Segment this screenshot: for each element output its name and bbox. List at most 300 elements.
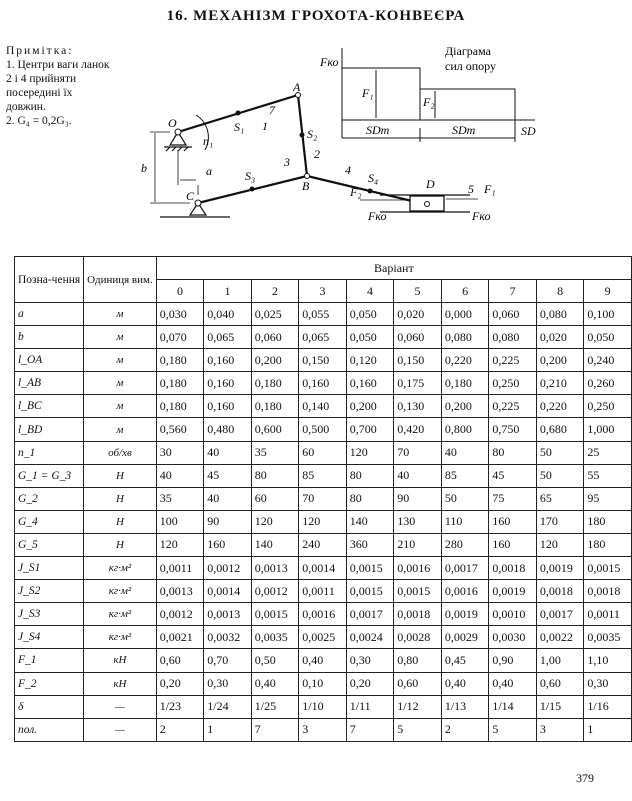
value-cell: 0,0035 [584,626,632,649]
value-cell: 0,0015 [346,580,394,603]
value-cell: 0,200 [441,395,489,418]
value-cell: 80 [346,464,394,487]
value-cell: 0,600 [251,418,299,441]
force-diagram [319,44,536,142]
value-cell: 0,0022 [536,626,584,649]
value-cell: 0,100 [584,303,632,326]
value-cell: 120 [251,510,299,533]
svg-text:сил опору: сил опору [445,59,496,73]
value-cell: 7 [251,718,299,741]
value-cell: 5 [394,718,442,741]
table-row [15,533,632,556]
param-cell: b [15,326,84,349]
note-header: Примітка: [6,45,74,57]
svg-text:Діаграма: Діаграма [445,44,491,58]
param-cell: δ [15,695,84,718]
value-cell: 60 [251,487,299,510]
value-cell: 0,250 [489,372,537,395]
variant-number: 7 [489,280,537,303]
unit-cell: кг·м² [84,626,157,649]
value-cell: 80 [489,441,537,464]
svg-text:4: 4 [345,163,351,177]
svg-text:Fко: Fко [472,209,491,223]
variant-number: 2 [251,280,299,303]
value-cell: 0,0016 [394,557,442,580]
param-cell: n_1 [15,441,84,464]
svg-text:S₄: S₄ [368,171,379,185]
value-cell: 0,0018 [536,580,584,603]
value-cell: 90 [204,510,252,533]
header-variant: Варіант [156,257,631,280]
unit-cell: м [84,349,157,372]
value-cell: 0,20 [346,672,394,695]
value-cell: 2 [156,718,204,741]
value-cell: 0,0011 [299,580,347,603]
svg-text:3: 3 [284,155,290,169]
value-cell: 0,065 [204,326,252,349]
value-cell: 3 [299,718,347,741]
value-cell: 60 [299,441,347,464]
value-cell: 75 [489,487,537,510]
unit-cell: м [84,395,157,418]
value-cell: 30 [156,441,204,464]
value-cell: 0,060 [394,326,442,349]
unit-cell: Н [84,510,157,533]
note-line: довжин. [6,101,46,113]
linkage-links [178,95,412,203]
svg-text:a: a [206,164,212,178]
value-cell: 0,0015 [584,557,632,580]
value-cell: 80 [346,487,394,510]
value-cell: 1/10 [299,695,347,718]
value-cell: 0,70 [204,649,252,672]
param-cell: G_1 = G_3 [15,464,84,487]
param-cell: l_OA [15,349,84,372]
value-cell: 1,000 [584,418,632,441]
value-cell: 0,40 [489,672,537,695]
param-cell: G_4 [15,510,84,533]
value-cell: 1/12 [394,695,442,718]
unit-cell: об/хв [84,441,157,464]
value-cell: 0,030 [156,303,204,326]
mechanism-diagram [0,30,632,245]
value-cell: 0,0030 [489,626,537,649]
value-cell: 0,175 [394,372,442,395]
value-cell: 0,080 [441,326,489,349]
value-cell: 0,0017 [441,557,489,580]
value-cell: 0,0013 [251,557,299,580]
value-cell: 100 [156,510,204,533]
value-cell: 0,90 [489,649,537,672]
value-cell: 0,080 [536,303,584,326]
value-cell: 1 [204,718,252,741]
value-cell: 0,800 [441,418,489,441]
svg-text:2: 2 [314,147,320,161]
value-cell: 0,120 [346,349,394,372]
value-cell: 0,680 [536,418,584,441]
value-cell: 0,210 [536,372,584,395]
svg-text:Fко: Fко [320,55,339,69]
value-cell: 0,0012 [204,557,252,580]
svg-text:SDm: SDm [452,123,476,137]
value-cell: 0,020 [394,303,442,326]
variant-number: 3 [299,280,347,303]
value-cell: 0,050 [346,303,394,326]
value-cell: 0,0019 [489,580,537,603]
value-cell: 0,0013 [204,603,252,626]
value-cell: 0,200 [536,349,584,372]
table-row [15,672,632,695]
value-cell: 0,150 [394,349,442,372]
value-cell: 0,0016 [299,603,347,626]
value-cell: 65 [536,487,584,510]
variants-table [14,256,632,742]
value-cell: 0,0024 [346,626,394,649]
value-cell: 1/11 [346,695,394,718]
value-cell: 160 [204,533,252,556]
value-cell: 0,30 [204,672,252,695]
value-cell: 140 [346,510,394,533]
value-cell: 1/23 [156,695,204,718]
value-cell: 5 [489,718,537,741]
unit-cell: Н [84,487,157,510]
value-cell: 130 [394,510,442,533]
value-cell: 0,0018 [394,603,442,626]
value-cell: 110 [441,510,489,533]
svg-text:O: O [168,116,177,130]
value-cell: 140 [251,533,299,556]
param-cell: J_S2 [15,580,84,603]
svg-text:C: C [186,189,195,203]
svg-text:F₁: F₁ [362,86,374,100]
unit-cell: Н [84,464,157,487]
value-cell: 0,80 [394,649,442,672]
value-cell: 0,220 [536,395,584,418]
value-cell: 0,180 [251,372,299,395]
value-cell: 0,480 [204,418,252,441]
value-cell: 0,40 [441,672,489,695]
header-param: Позна-чення [15,257,84,303]
value-cell: 0,60 [536,672,584,695]
value-cell: 240 [299,533,347,556]
unit-cell: м [84,303,157,326]
value-cell: 0,0032 [204,626,252,649]
value-cell: 0,240 [584,349,632,372]
value-cell: 0,0035 [251,626,299,649]
value-cell: 0,0025 [299,626,347,649]
svg-text:D: D [426,177,435,191]
value-cell: 95 [584,487,632,510]
value-cell: 0,200 [346,395,394,418]
value-cell: 40 [156,464,204,487]
table-row [15,695,632,718]
value-cell: 0,700 [346,418,394,441]
value-cell: 1/24 [204,695,252,718]
value-cell: 70 [299,487,347,510]
unit-cell: кг·м² [84,580,157,603]
svg-text:Fко: Fко [368,209,387,223]
value-cell: 0,080 [489,326,537,349]
value-cell: 0,020 [536,326,584,349]
value-cell: 0,160 [204,349,252,372]
value-cell: 0,0016 [441,580,489,603]
table-row [15,626,632,649]
variant-number: 5 [394,280,442,303]
value-cell: 25 [584,441,632,464]
svg-text:S₃: S₃ [245,169,256,183]
table-row [15,418,632,441]
value-cell: 50 [536,464,584,487]
param-cell: l_BD [15,418,84,441]
value-cell: 0,250 [584,395,632,418]
value-cell: 0,065 [299,326,347,349]
value-cell: 0,0015 [346,557,394,580]
param-cell: G_5 [15,533,84,556]
value-cell: 120 [346,441,394,464]
value-cell: 120 [536,533,584,556]
value-cell: 0,220 [441,349,489,372]
value-cell: 0,0029 [441,626,489,649]
table-row [15,580,632,603]
value-cell: 0,60 [156,649,204,672]
value-cell: 0,200 [251,349,299,372]
variant-number: 6 [441,280,489,303]
value-cell: 0,500 [299,418,347,441]
param-cell: a [15,303,84,326]
value-cell: 360 [346,533,394,556]
unit-cell: Н [84,533,157,556]
svg-text:SDm: SDm [366,123,390,137]
table-row [15,649,632,672]
note-line: посередині їх [6,87,73,99]
note-line: 2. G₄ = 0,2G₃. [6,115,72,127]
svg-text:S₁: S₁ [234,120,245,134]
value-cell: 0,0012 [251,580,299,603]
value-cell: 0,180 [441,372,489,395]
value-cell: 280 [441,533,489,556]
param-cell: J_S1 [15,557,84,580]
svg-text:1: 1 [262,119,268,133]
value-cell: 1/16 [584,695,632,718]
value-cell: 0,160 [299,372,347,395]
value-cell: 0,025 [251,303,299,326]
value-cell: 0,0019 [441,603,489,626]
value-cell: 1/15 [536,695,584,718]
value-cell: 85 [299,464,347,487]
value-cell: 0,0017 [536,603,584,626]
unit-cell: кН [84,649,157,672]
value-cell: 40 [204,487,252,510]
unit-cell: кг·м² [84,557,157,580]
svg-text:5: 5 [468,182,474,196]
param-cell: пол. [15,718,84,741]
table-row [15,349,632,372]
svg-text:7: 7 [269,103,275,117]
value-cell: 0,000 [441,303,489,326]
page-number: 379 [576,771,594,785]
value-cell: 0,0028 [394,626,442,649]
value-cell: 0,180 [156,349,204,372]
table-row [15,557,632,580]
value-cell: 0,10 [299,672,347,695]
value-cell: 0,0012 [156,603,204,626]
value-cell: 1/14 [489,695,537,718]
value-cell: 0,260 [584,372,632,395]
svg-text:F₂: F₂ [350,185,362,199]
value-cell: 45 [489,464,537,487]
value-cell: 120 [299,510,347,533]
value-cell: 0,0011 [584,603,632,626]
value-cell: 35 [251,441,299,464]
value-cell: 0,750 [489,418,537,441]
value-cell: 0,30 [346,649,394,672]
table-row [15,395,632,418]
svg-text:SD: SD [521,124,536,138]
value-cell: 0,160 [346,372,394,395]
unit-cell: — [84,718,157,741]
value-cell: 0,040 [204,303,252,326]
value-cell: 0,180 [251,395,299,418]
value-cell: 210 [394,533,442,556]
unit-cell: м [84,326,157,349]
value-cell: 0,150 [299,349,347,372]
value-cell: 0,420 [394,418,442,441]
param-cell: F_1 [15,649,84,672]
value-cell: 3 [536,718,584,741]
value-cell: 120 [156,533,204,556]
value-cell: 0,0014 [204,580,252,603]
value-cell: 160 [489,510,537,533]
table-row [15,303,632,326]
value-cell: 40 [394,464,442,487]
table-row [15,372,632,395]
unit-cell: м [84,372,157,395]
page-title: 16. МЕХАНІЗМ ГРОХОТА-КОНВЕЄРА [166,8,466,24]
svg-text:b: b [141,161,147,175]
table-row [15,603,632,626]
value-cell: 180 [584,510,632,533]
value-cell: 0,225 [489,395,537,418]
value-cell: 0,050 [584,326,632,349]
table-row [15,718,632,741]
svg-text:F₁: F₁ [484,182,496,196]
value-cell: 0,0011 [156,557,204,580]
unit-cell: — [84,695,157,718]
header-unit: Одиниця вим. [84,257,157,303]
param-cell: l_AB [15,372,84,395]
unit-cell: кг·м² [84,603,157,626]
value-cell: 0,060 [251,326,299,349]
value-cell: 0,30 [584,672,632,695]
variant-number: 1 [204,280,252,303]
value-cell: 0,45 [441,649,489,672]
value-cell: 80 [251,464,299,487]
value-cell: 0,0010 [489,603,537,626]
unit-cell: кН [84,672,157,695]
param-cell: l_BC [15,395,84,418]
value-cell: 0,070 [156,326,204,349]
value-cell: 0,140 [299,395,347,418]
value-cell: 0,0015 [394,580,442,603]
value-cell: 0,0017 [346,603,394,626]
value-cell: 50 [441,487,489,510]
value-cell: 35 [156,487,204,510]
table-row [15,464,632,487]
value-cell: 0,50 [251,649,299,672]
table-row [15,510,632,533]
table-row [15,441,632,464]
variant-number: 9 [584,280,632,303]
value-cell: 55 [584,464,632,487]
value-cell: 160 [489,533,537,556]
value-cell: 0,180 [156,395,204,418]
value-cell: 0,20 [156,672,204,695]
value-cell: 0,055 [299,303,347,326]
value-cell: 0,0018 [584,580,632,603]
param-cell: J_S3 [15,603,84,626]
table-row [15,487,632,510]
value-cell: 0,560 [156,418,204,441]
svg-text:S₂: S₂ [307,127,318,141]
value-cell: 0,0015 [251,603,299,626]
value-cell: 85 [441,464,489,487]
value-cell: 50 [536,441,584,464]
value-cell: 0,160 [204,372,252,395]
value-cell: 1/25 [251,695,299,718]
value-cell: 2 [441,718,489,741]
svg-text:A: A [293,80,301,94]
svg-text:n₁: n₁ [203,134,214,148]
note-line: 2 і 4 прийняти [6,73,77,85]
note-line: 1. Центри ваги ланок [6,59,110,71]
value-cell: 1/13 [441,695,489,718]
value-cell: 0,060 [489,303,537,326]
value-cell: 1,10 [584,649,632,672]
value-cell: 0,40 [251,672,299,695]
value-cell: 0,40 [299,649,347,672]
value-cell: 0,0013 [156,580,204,603]
value-cell: 0,60 [394,672,442,695]
value-cell: 0,0019 [536,557,584,580]
variant-number: 0 [156,280,204,303]
value-cell: 0,225 [489,349,537,372]
value-cell: 40 [441,441,489,464]
value-cell: 40 [204,441,252,464]
param-cell: J_S4 [15,626,84,649]
value-cell: 90 [394,487,442,510]
variant-number: 8 [536,280,584,303]
value-cell: 70 [394,441,442,464]
value-cell: 0,130 [394,395,442,418]
table-row [15,326,632,349]
unit-cell: м [84,418,157,441]
value-cell: 1 [584,718,632,741]
value-cell: 180 [584,533,632,556]
value-cell: 0,0018 [489,557,537,580]
value-cell: 0,160 [204,395,252,418]
param-cell: F_2 [15,672,84,695]
dimension-lines [150,132,478,203]
variant-number: 4 [346,280,394,303]
value-cell: 170 [536,510,584,533]
value-cell: 1,00 [536,649,584,672]
svg-text:F₂: F₂ [423,95,435,109]
value-cell: 45 [204,464,252,487]
value-cell: 0,0014 [299,557,347,580]
value-cell: 7 [346,718,394,741]
value-cell: 0,0021 [156,626,204,649]
param-cell: G_2 [15,487,84,510]
